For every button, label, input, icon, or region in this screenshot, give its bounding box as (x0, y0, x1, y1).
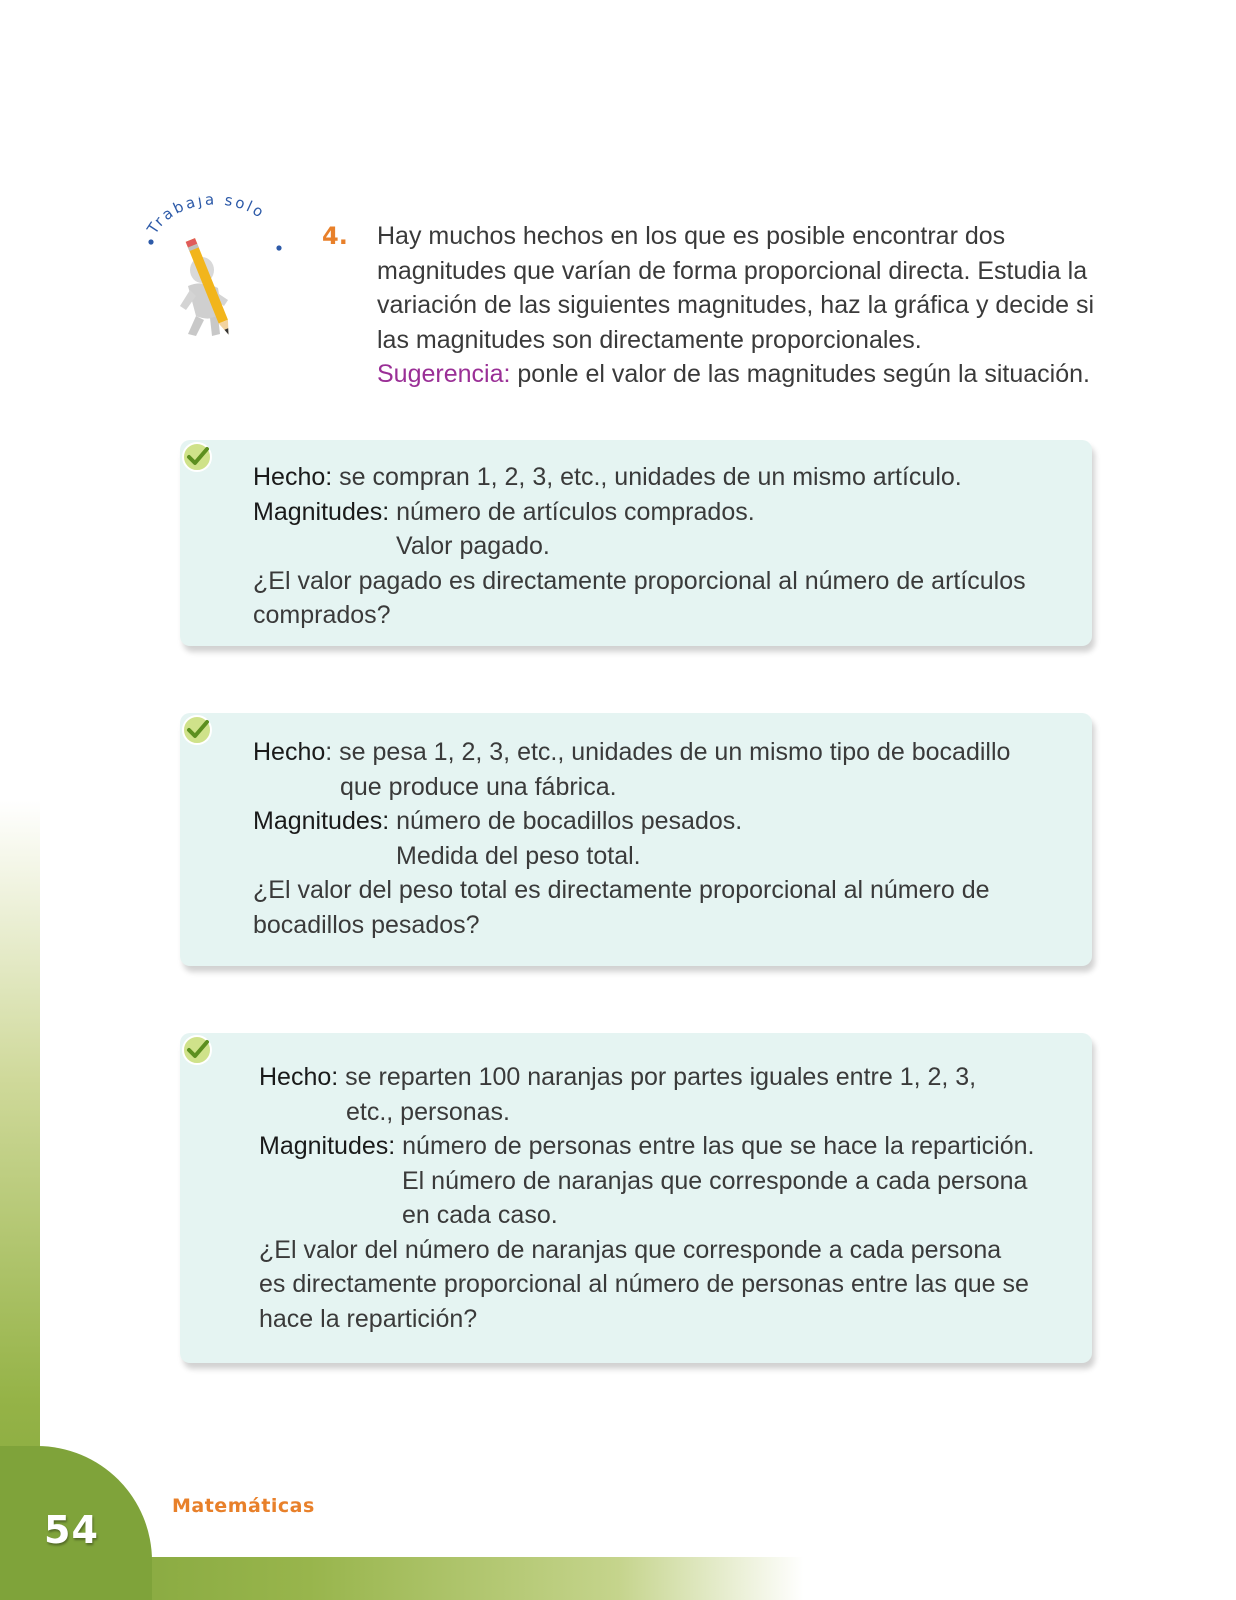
magnitude-text: número de artículos comprados. (396, 497, 755, 526)
magnitude-text: en cada caso. (402, 1201, 558, 1229)
magnitude-text: El número de naranjas que corresponde a cada persona (402, 1166, 1028, 1195)
fact-label: Hecho (253, 738, 326, 766)
magnitudes-label: Magnitudes: (259, 1132, 396, 1160)
hint-label: Sugerencia: (377, 360, 511, 388)
statement-line: las magnitudes son directamente proporcionales. (377, 325, 922, 354)
checkmark-icon (180, 440, 214, 474)
fact-label: Hecho: (253, 463, 333, 491)
magnitude-text: Medida del peso total. (396, 841, 641, 870)
fact-text: se pesa 1, 2, 3, etc., unidades de un mismo tipo de bocadillo (339, 738, 1011, 766)
fact-card-1 (180, 440, 1092, 646)
magnitude-text: Valor pagado. (396, 532, 550, 560)
page-number: 54 (44, 1508, 99, 1552)
question-line: ¿El valor pagado es directamente proporcional al número de artículos (253, 566, 1026, 595)
card-body (253, 735, 1010, 942)
magnitudes-label: Magnitudes: (253, 807, 390, 835)
exercise-number: 4. (322, 222, 348, 250)
checkmark-icon (180, 713, 214, 747)
question-line: ¿El valor del número de naranjas que corresponde a cada persona (259, 1235, 1002, 1264)
fact-text: se reparten 100 naranjas por partes iguales entre 1, 2, 3, (345, 1063, 977, 1091)
fact-colon: : (325, 738, 333, 766)
question-line: hace la repartición? (259, 1304, 478, 1333)
svg-text:Trabaja solo (143, 196, 269, 238)
magnitude-text: número de bocadillos pesados. (396, 807, 743, 835)
footer-subject: Matemáticas (172, 1495, 315, 1517)
card-body (253, 460, 1026, 633)
card-body (259, 1060, 1034, 1336)
hint-line (377, 357, 1097, 392)
statement-line: magnitudes que varían de forma proporcional directa. Estudia la (377, 256, 1088, 285)
question-line: ¿El valor del peso total es directamente proporcional al número de (253, 876, 990, 904)
question-line: comprados? (253, 601, 391, 629)
fact-text: se compran 1, 2, 3, etc., unidades de un mismo artículo. (339, 463, 962, 491)
fact-card-3 (180, 1033, 1092, 1363)
statement-line: Hay muchos hechos en los que es posible encontrar dos (377, 222, 1006, 250)
checkmark-icon (180, 1033, 214, 1067)
magnitudes-label: Magnitudes: (253, 497, 390, 526)
question-line: bocadillos pesados? (253, 910, 480, 939)
badge-label: Trabaja solo (143, 196, 269, 238)
fact-text: etc., personas. (346, 1097, 510, 1126)
statement-line: variación de las siguientes magnitudes, haz la gráfica y decide si (377, 291, 1095, 319)
figure-with-pencil-icon (140, 196, 290, 356)
work-alone-badge (140, 196, 290, 356)
fact-text: que produce una fábrica. (340, 772, 617, 801)
fact-card-2 (180, 713, 1092, 966)
magnitude-text: número de personas entre las que se hace la repartición. (402, 1132, 1035, 1160)
exercise-statement (377, 219, 1097, 392)
fact-label: Hecho: (259, 1063, 339, 1091)
question-line: es directamente proporcional al número de personas entre las que se (259, 1270, 1029, 1298)
bottom-gradient-band (0, 1557, 1236, 1600)
hint-text: ponle el valor de las magnitudes según la situación. (510, 360, 1090, 388)
